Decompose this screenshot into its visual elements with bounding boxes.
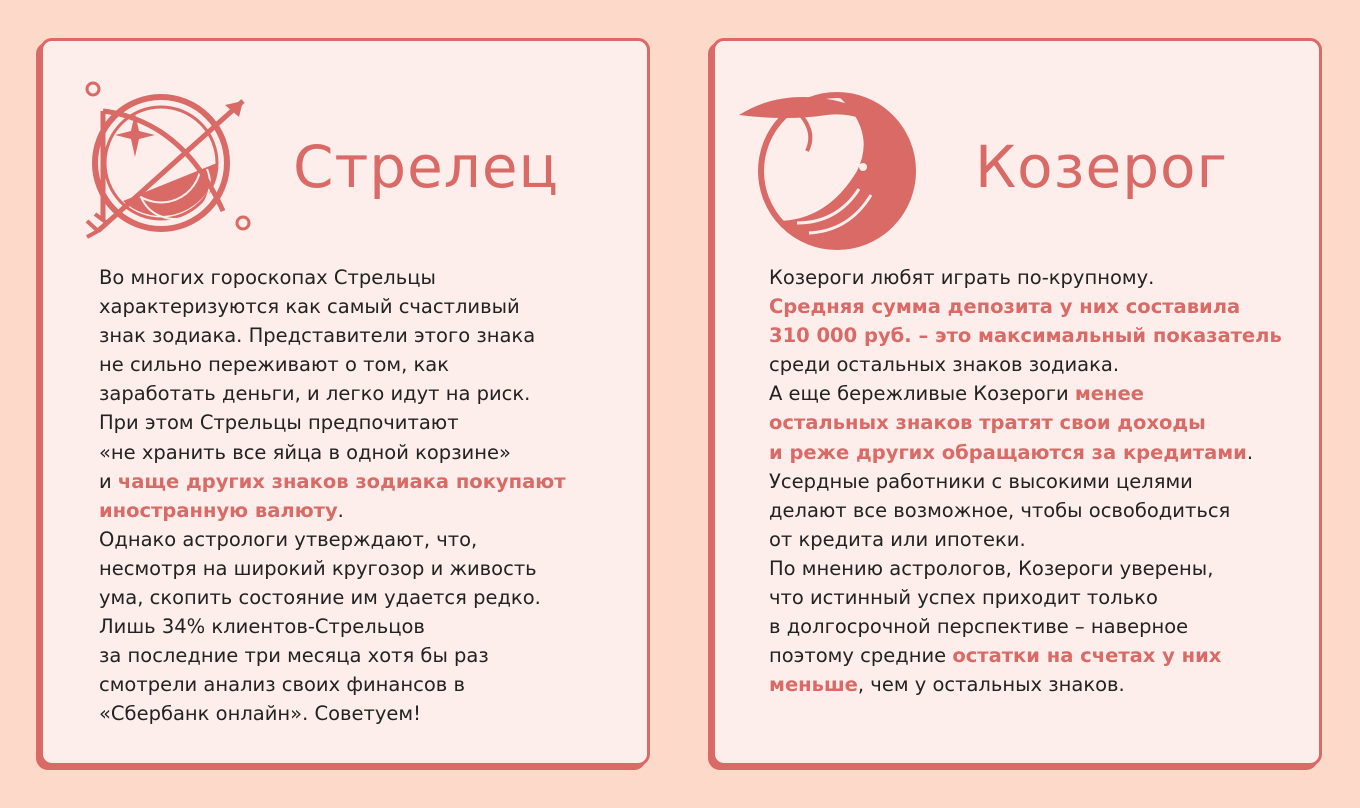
text-line xyxy=(99,350,619,379)
text-line xyxy=(99,699,619,728)
text-segment: от кредита или ипотеки. xyxy=(769,527,1026,551)
text-line xyxy=(99,496,619,525)
text-segment: Во многих гороскопах Стрельцы xyxy=(99,266,436,289)
text-line xyxy=(769,438,1309,467)
text-line xyxy=(769,292,1309,321)
highlighted-text: чаще других знаков зодиака покупают xyxy=(117,469,566,493)
card-title: Козерог xyxy=(975,133,1228,201)
text-segment: за последние три месяца хотя бы раз xyxy=(99,644,489,668)
highlighted-text: 310 000 руб. – это максимальный показатель xyxy=(769,324,1282,348)
text-line xyxy=(99,670,619,699)
text-segment: При этом Стрельцы предпочитают xyxy=(99,411,459,435)
capricorn-card xyxy=(712,38,1322,766)
text-segment: «не хранить все яйца в одной корзине» xyxy=(99,440,511,464)
text-line xyxy=(99,438,619,467)
text-line xyxy=(769,525,1309,554)
text-line xyxy=(769,641,1309,670)
capricorn-icon xyxy=(737,71,937,251)
text-segment: . xyxy=(337,498,344,522)
text-line xyxy=(769,670,1309,699)
text-segment: По мнению астрологов, Козероги уверены, xyxy=(769,556,1214,580)
highlighted-text: менее xyxy=(1074,382,1144,406)
highlighted-text: остальных знаков тратят свои доходы xyxy=(769,411,1206,435)
sagittarius-icon xyxy=(83,71,263,246)
text-segment: характеризуются как самый счастливый xyxy=(99,295,520,319)
text-line xyxy=(99,263,619,292)
highlighted-text: и реже других обращаются за кредитами xyxy=(769,440,1247,464)
text-line xyxy=(769,554,1309,583)
text-segment: несмотря на широкий кругозор и живость xyxy=(99,556,537,580)
card-body-text xyxy=(99,263,619,729)
text-segment: поэтому средние xyxy=(769,644,953,668)
text-segment: среди остальных знаков зодиака. xyxy=(769,353,1120,377)
text-segment: что истинный успех приходит только xyxy=(769,586,1158,610)
text-line xyxy=(769,379,1309,408)
text-segment: ума, скопить состояние им удается редко. xyxy=(99,586,541,610)
text-line xyxy=(99,379,619,408)
text-line xyxy=(769,321,1309,350)
text-line xyxy=(99,408,619,437)
text-segment: «Сбербанк онлайн». Советуем! xyxy=(99,702,421,726)
text-line xyxy=(99,525,619,554)
text-segment: А еще бережливые Козероги xyxy=(769,382,1075,406)
highlighted-text: иностранную валюту xyxy=(99,498,338,522)
card-body-text xyxy=(769,263,1309,699)
text-segment: и xyxy=(99,469,118,493)
sagittarius-card xyxy=(40,38,650,766)
text-line xyxy=(99,612,619,641)
text-line xyxy=(99,554,619,583)
text-segment: заработать деньги, и легко идут на риск. xyxy=(99,382,531,406)
text-line xyxy=(769,583,1309,612)
text-segment: в долгосрочной перспективе – наверное xyxy=(769,615,1189,639)
highlighted-text: Средняя сумма депозита у них составила xyxy=(769,295,1241,319)
highlighted-text: меньше xyxy=(769,673,858,697)
text-line xyxy=(769,467,1309,496)
text-segment: Однако астрологи утверждают, что, xyxy=(99,527,478,551)
text-segment: смотрели анализ своих финансов в xyxy=(99,673,465,697)
card-title: Стрелец xyxy=(293,133,560,201)
highlighted-text: остатки на счетах у них xyxy=(952,644,1222,668)
text-segment: Усердные работники с высокими целями xyxy=(769,469,1193,493)
text-segment: делают все возможное, чтобы освободиться xyxy=(769,498,1231,522)
text-line xyxy=(99,321,619,350)
text-line xyxy=(769,612,1309,641)
text-segment: Козероги любят играть по-крупному. xyxy=(769,266,1155,289)
text-line xyxy=(769,350,1309,379)
text-line xyxy=(769,496,1309,525)
text-segment: знак зодиака. Представители этого знака xyxy=(99,324,536,348)
text-line xyxy=(769,408,1309,437)
text-line xyxy=(769,263,1309,292)
text-line xyxy=(99,583,619,612)
text-segment: , чем у остальных знаков. xyxy=(857,673,1125,697)
text-segment: . xyxy=(1246,440,1254,464)
text-segment: Лишь 34% клиентов-Стрельцов xyxy=(99,615,425,639)
text-line xyxy=(99,641,619,670)
text-segment: не сильно переживают о том, как xyxy=(99,353,449,377)
text-line xyxy=(99,467,619,496)
text-line xyxy=(99,292,619,321)
